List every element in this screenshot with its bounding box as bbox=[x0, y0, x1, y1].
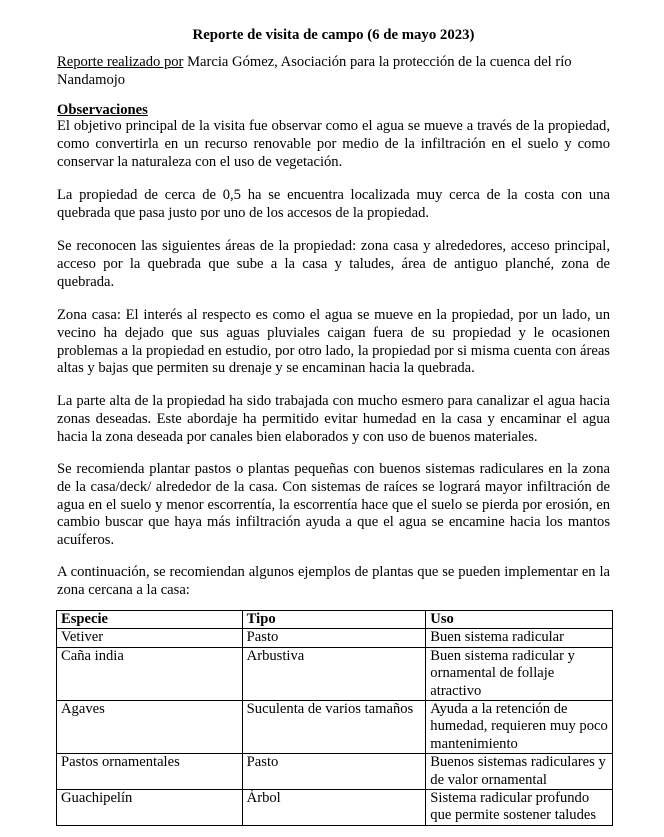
header-uso: Uso bbox=[426, 611, 613, 629]
byline bbox=[57, 53, 610, 89]
cell-tipo: Pasto bbox=[242, 754, 426, 790]
paragraph-parte-alta: La parte alta de la propiedad ha sido trabajada con mucho esmero para canalizar el agua hacia zonas deseadas. Este abordaje ha permitido evitar humedad en la casa y encaminar el agua hacia la zona deseada por canales bien elaborados y con uso de buenos materiales. bbox=[57, 393, 610, 445]
table-row bbox=[57, 754, 613, 790]
header-especie: Especie bbox=[57, 611, 243, 629]
cell-especie: Guachipelín bbox=[57, 790, 243, 826]
paragraph-areas: Se reconocen las siguientes áreas de la propiedad: zona casa y alrededores, acceso principal, acceso por la quebrada que sube a la casa y taludes, área de antiguo planché, zona de quebrada. bbox=[57, 238, 610, 290]
cell-especie: Pastos ornamentales bbox=[57, 754, 243, 790]
table-row bbox=[57, 790, 613, 826]
cell-uso: Buen sistema radicular y ornamental de follaje atractivo bbox=[426, 647, 613, 700]
table-row bbox=[57, 701, 613, 754]
cell-tipo: Pasto bbox=[242, 629, 426, 647]
cell-uso: Ayuda a la retención de humedad, requieren muy poco mantenimiento bbox=[426, 701, 613, 754]
paragraph-recomendacion: Se recomienda plantar pastos o plantas pequeñas con buenos sistemas radiculares en la zona de la casa/deck/ alrededor de la casa. Con sistemas de raíces se logrará mayor infiltración de agua en el suelo y menor escorrentía, la escorrentía hace que el suelo se pierda por erosión, en cambio buscar que haya más infiltración ayuda a que el agua se encamine hacia los mantos acuíferos. bbox=[57, 461, 610, 549]
cell-especie: Agaves bbox=[57, 701, 243, 754]
table-row bbox=[57, 629, 613, 647]
cell-uso: Buen sistema radicular bbox=[426, 629, 613, 647]
paragraph-propiedad: La propiedad de cerca de 0,5 ha se encuentra localizada muy cerca de la costa con una quebrada que pasa justo por uno de los accesos de la propiedad. bbox=[57, 187, 610, 221]
plants-table bbox=[56, 610, 613, 826]
cell-tipo: Suculenta de varios tamaños bbox=[242, 701, 426, 754]
byline-label: Reporte realizado por bbox=[57, 54, 184, 70]
cell-tipo: Arbustiva bbox=[242, 647, 426, 700]
cell-especie: Caña india bbox=[57, 647, 243, 700]
paragraph-objetivo: El objetivo principal de la visita fue observar como el agua se mueve a través de la propiedad, como convertirla en un recurso renovable por medio de la infiltración en el suelo y como conservar la naturaleza con el uso de vegetación. bbox=[57, 118, 610, 170]
table-header-row bbox=[57, 611, 613, 629]
cell-uso: Sistema radicular profundo que permite sostener taludes bbox=[426, 790, 613, 826]
paragraph-zona-casa: Zona casa: El interés al respecto es como el agua se mueve en la propiedad, por un lado, un vecino ha dejado que sus aguas pluviales caigan fuera de su propiedad y le ocasionen problemas a la propiedad en estudio, por otro lado, la propiedad por si misma cuenta con áreas altas y bajas que permiten su drenaje y se encaminan hacia la quebrada. bbox=[57, 307, 610, 377]
document-title: Reporte de visita de campo (6 de mayo 2023) bbox=[192, 27, 475, 43]
paragraph-continuacion: A continuación, se recomiendan algunos ejemplos de plantas que se pueden implementar en la zona cercana a la casa: bbox=[57, 564, 610, 598]
cell-especie: Vetiver bbox=[57, 629, 243, 647]
section-heading-observaciones: Observaciones bbox=[57, 102, 148, 118]
byline-text: Marcia Gómez, Asociación para la protección de la cuenca del río Nandamojo bbox=[57, 54, 572, 88]
cell-uso: Buenos sistemas radiculares y de valor ornamental bbox=[426, 754, 613, 790]
header-tipo: Tipo bbox=[242, 611, 426, 629]
table-row bbox=[57, 647, 613, 700]
cell-tipo: Árbol bbox=[242, 790, 426, 826]
